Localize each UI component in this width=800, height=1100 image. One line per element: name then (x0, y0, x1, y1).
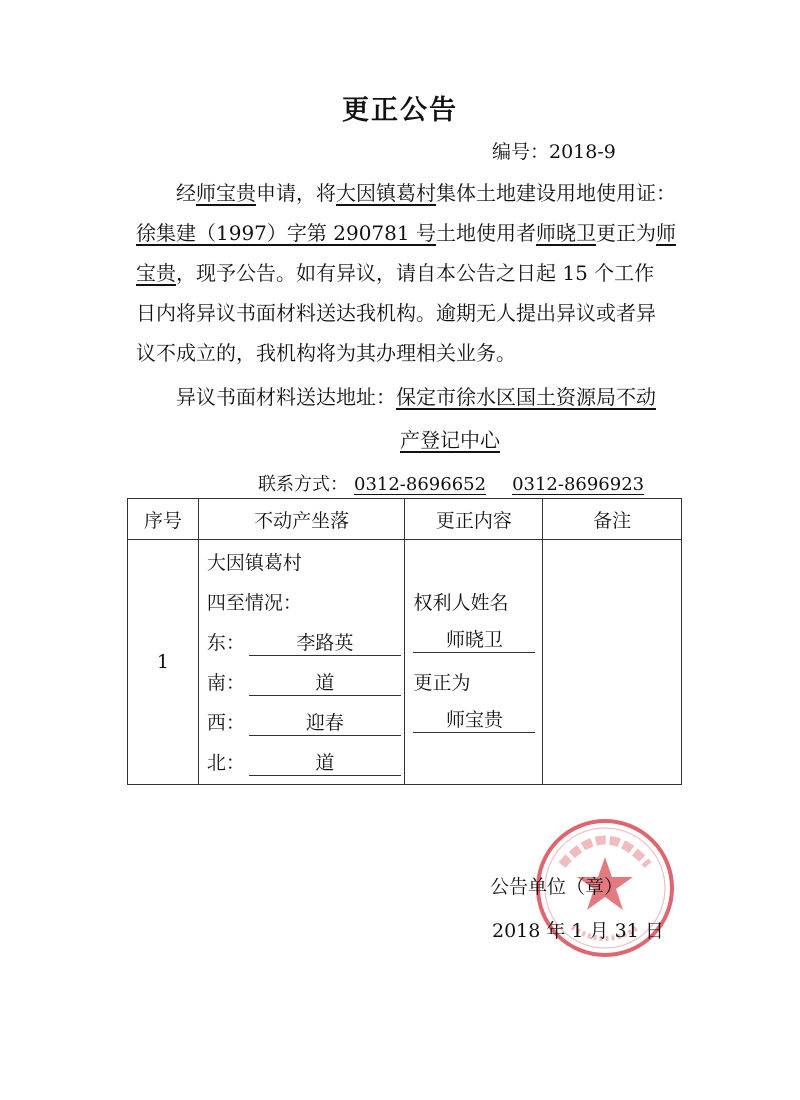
boundary-east: 东： 李路英 (207, 628, 401, 656)
applicant-name: 师宝贵 (196, 181, 256, 205)
phone-2: 0312-8696923 (512, 474, 645, 495)
boundary-south: 南： 道 (207, 668, 401, 696)
change-to: 师宝贵 (413, 708, 535, 733)
correction-table (127, 498, 682, 785)
document-number: 编号：2018-9 (492, 141, 616, 163)
table-header-row (128, 499, 682, 540)
row-seq: 1 (128, 540, 199, 785)
certificate-number: 徐集建（1997）字第 290781 号 (136, 221, 436, 245)
address-line-1 (176, 377, 656, 417)
old-user-name: 师晓卫 (535, 221, 596, 245)
issuing-unit: 公告单位（章） (490, 876, 624, 898)
change-label: 权利人姓名 (413, 592, 509, 614)
location-name: 大因镇葛村 (206, 552, 302, 574)
change-from: 师晓卫 (413, 628, 535, 653)
row-location-cell (198, 540, 405, 785)
header-seq: 序号 (128, 499, 199, 540)
paragraph-line-2: 徐集建（1997）字第 290781 号土地使用者师晓卫更正为师 (136, 221, 676, 245)
page-title: 更正公告 (342, 95, 458, 126)
boundary-label: 四至情况： (206, 592, 302, 614)
header-location: 不动产坐落 (198, 499, 405, 540)
change-to-label: 更正为 (413, 672, 471, 694)
paragraph-line-3: 宝贵，现予公告。如有异议，请自本公告之日起 15 个工作 (136, 261, 655, 285)
paragraph-line-1: 经师宝贵申请，将大因镇葛村集体土地建设用地使用证： (176, 181, 676, 205)
contact-label: 联系方式： (258, 474, 348, 495)
contact-line (258, 470, 644, 496)
boundary-north: 北： 道 (207, 748, 401, 776)
new-user-name: 宝贵 (136, 261, 176, 285)
table-row (128, 540, 682, 785)
village-name: 大因镇葛村 (336, 181, 436, 205)
address-label: 异议书面材料送达地址： (176, 385, 396, 409)
header-change: 更正内容 (405, 499, 543, 540)
row-change-cell (405, 540, 543, 785)
paragraph-line-4: 日内将异议书面材料送达我机构。逾期无人提出异议或者异 (136, 301, 656, 325)
address-value: 保定市徐水区国土资源局不动 (396, 385, 656, 409)
paragraph-line-5: 议不成立的，我机构将为其办理相关业务。 (136, 341, 516, 365)
phone-1: 0312-8696652 (354, 474, 487, 495)
address-line-2: 产登记中心 (400, 428, 500, 452)
header-remark: 备注 (543, 499, 682, 540)
boundary-west: 西： 迎春 (207, 708, 401, 736)
issue-date: 2018 年 1 月 31 日 (492, 920, 664, 942)
row-remark-cell (543, 540, 682, 785)
